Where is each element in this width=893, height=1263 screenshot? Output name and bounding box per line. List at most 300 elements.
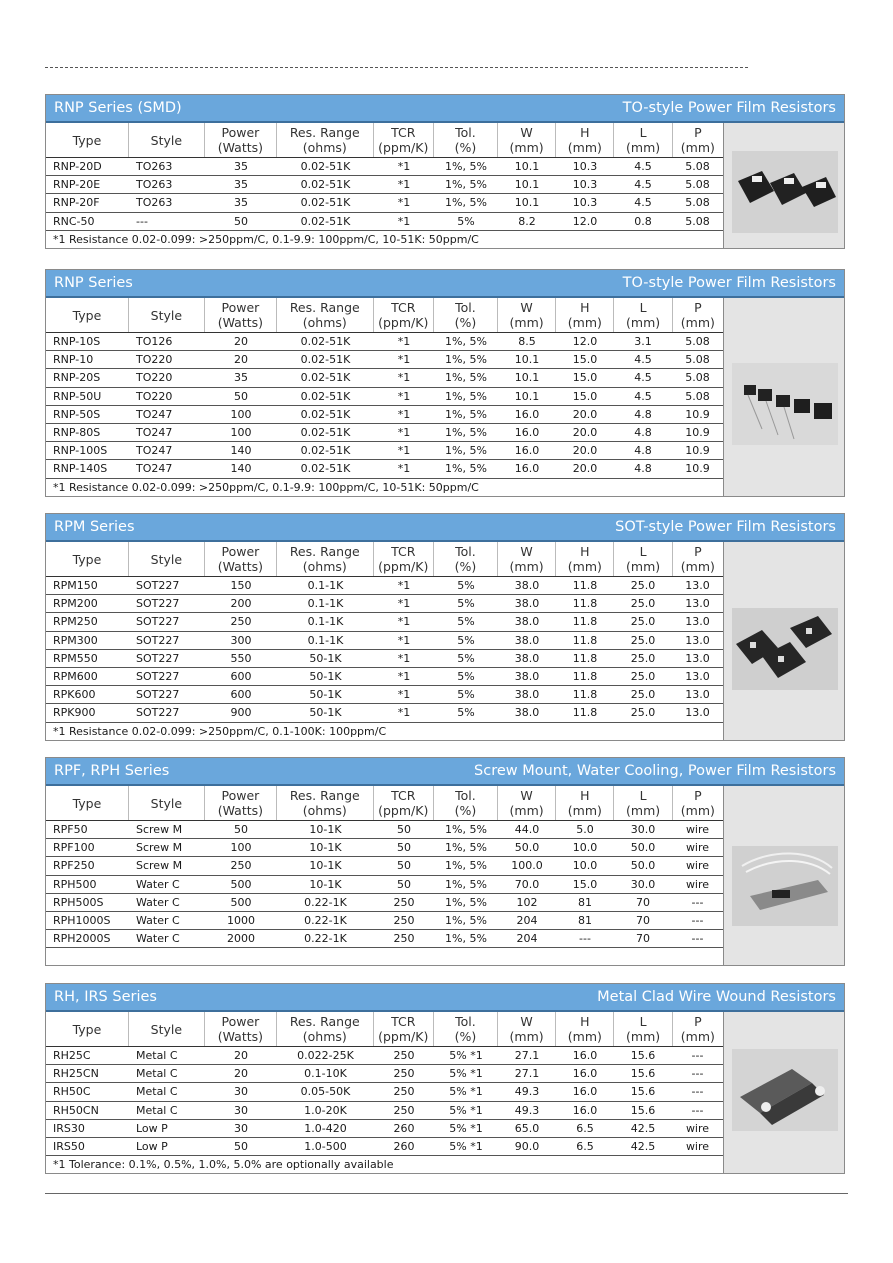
col-header-text: H xyxy=(580,544,590,559)
col-header-h xyxy=(556,786,614,820)
cell-style: TO247 xyxy=(136,444,173,458)
cell-tcr: *1 xyxy=(397,633,411,647)
cell-power: 550 xyxy=(230,651,252,665)
cell-w: 100.0 xyxy=(511,859,543,873)
col-header-text: Tol. xyxy=(455,1014,476,1029)
cell-power: 50 xyxy=(234,1140,248,1154)
cell-style: Metal C xyxy=(136,1067,178,1081)
cell-p: 13.0 xyxy=(685,688,710,702)
cell-tol: 1%, 5% xyxy=(445,895,487,909)
cell-l: 25.0 xyxy=(630,688,656,702)
cell-tcr: 250 xyxy=(393,914,415,928)
col-header-style xyxy=(129,1012,205,1046)
col-header-text: L xyxy=(639,125,647,140)
col-header-tol xyxy=(434,1012,498,1046)
cell-w: 38.0 xyxy=(514,579,540,593)
cell-res-range: 0.1-10K xyxy=(304,1067,347,1081)
col-header-text: (ohms) xyxy=(302,803,347,818)
cell-res-range: 0.02-51K xyxy=(300,407,351,421)
cell-tcr: *1 xyxy=(397,651,411,665)
cell-tol: 5% xyxy=(457,579,475,593)
cell-tol: 1%, 5% xyxy=(445,914,487,928)
cell-p: 13.0 xyxy=(685,706,710,720)
cell-res-range: 0.1-1K xyxy=(307,579,344,593)
section-subtitle: TO-style Power Film Resistors xyxy=(622,100,836,116)
cell-tcr: 250 xyxy=(393,1103,415,1117)
section-subtitle: TO-style Power Film Resistors xyxy=(622,275,836,291)
cell-l: 4.5 xyxy=(634,196,652,210)
column-header-row xyxy=(46,123,723,158)
cell-type: RNP-20S xyxy=(53,371,101,385)
col-header-style xyxy=(129,298,205,332)
cell-w: 8.5 xyxy=(518,335,536,349)
cell-tcr: *1 xyxy=(397,670,411,684)
cell-l: 15.6 xyxy=(630,1103,656,1117)
col-header-res-range xyxy=(277,123,374,157)
cell-tol: 5% xyxy=(457,633,475,647)
section-title: RPF, RPH Series xyxy=(54,763,170,779)
table-row xyxy=(46,668,723,686)
cell-w: 49.3 xyxy=(514,1085,540,1099)
cell-w: 38.0 xyxy=(514,706,540,720)
cell-p: 13.0 xyxy=(685,633,710,647)
section-subtitle: Metal Clad Wire Wound Resistors xyxy=(597,989,836,1005)
col-header-text: Power xyxy=(221,788,260,803)
cell-tcr: *1 xyxy=(397,335,411,349)
table-row xyxy=(46,821,723,839)
col-header-w xyxy=(498,298,556,332)
table-row xyxy=(46,460,723,478)
cell-power: 50 xyxy=(234,214,248,228)
cell-h: 15.0 xyxy=(572,371,598,385)
cell-power: 35 xyxy=(234,196,248,210)
col-header-l xyxy=(614,298,672,332)
spec-table xyxy=(46,298,724,496)
top-dashed-rule xyxy=(45,67,748,68)
cell-style: Metal C xyxy=(136,1103,178,1117)
cell-res-range: 1.0-500 xyxy=(304,1140,347,1154)
col-header-text: P xyxy=(694,1014,702,1029)
cell-p: 10.9 xyxy=(685,444,710,458)
col-header-text: (mm) xyxy=(509,559,544,574)
cell-w: 38.0 xyxy=(514,597,540,611)
cell-tcr: 50 xyxy=(397,841,411,855)
cell-style: Screw M xyxy=(136,859,183,873)
col-header-text: L xyxy=(639,1014,647,1029)
col-header-power xyxy=(205,123,277,157)
cell-tol: 1%, 5% xyxy=(445,389,487,403)
cell-style: Low P xyxy=(136,1121,168,1135)
cell-power: 20 xyxy=(234,1067,248,1081)
cell-res-range: 0.1-1K xyxy=(307,597,344,611)
cell-w: 102 xyxy=(516,895,538,909)
cell-h: 10.3 xyxy=(572,196,598,210)
col-header-h xyxy=(556,542,614,576)
cell-l: 15.6 xyxy=(630,1049,656,1063)
cell-tol: 1%, 5% xyxy=(445,859,487,873)
col-header-text: P xyxy=(694,300,702,315)
cell-type: RH50CN xyxy=(53,1103,99,1117)
col-header-text: W xyxy=(520,1014,533,1029)
col-header-text: Power xyxy=(221,544,260,559)
cell-tol: 5% xyxy=(457,597,475,611)
cell-h: 11.8 xyxy=(572,651,598,665)
section-rpf-rph xyxy=(45,757,845,966)
cell-tol: 5% *1 xyxy=(449,1067,483,1081)
cell-l: 42.5 xyxy=(630,1121,656,1135)
cell-w: 27.1 xyxy=(514,1067,540,1081)
cell-w: 204 xyxy=(516,914,538,928)
table-row xyxy=(46,650,723,668)
table-row xyxy=(46,686,723,704)
cell-h: 15.0 xyxy=(572,353,598,367)
cell-p: 5.08 xyxy=(685,335,710,349)
cell-tol: 1%, 5% xyxy=(445,407,487,421)
cell-tcr: *1 xyxy=(397,597,411,611)
col-header-text: Tol. xyxy=(455,125,476,140)
cell-p: wire xyxy=(685,859,710,873)
metal-clad-resistor-photo xyxy=(732,1049,838,1131)
spec-table xyxy=(46,1012,724,1173)
cell-res-range: 0.05-50K xyxy=(300,1085,351,1099)
cell-type: RPK600 xyxy=(53,688,96,702)
cell-type: RNP-10S xyxy=(53,335,101,349)
cell-h: 16.0 xyxy=(572,1067,598,1081)
cell-style: TO263 xyxy=(136,178,173,192)
cell-w: 10.1 xyxy=(514,389,540,403)
cell-power: 20 xyxy=(234,1049,248,1063)
table-row xyxy=(46,632,723,650)
footnote: *1 Resistance 0.02-0.099: >250ppm/C, 0.1-9.9: 100ppm/C, 10-51K: 50ppm/C xyxy=(53,480,479,494)
col-header-text: (mm) xyxy=(680,803,715,818)
cell-res-range: 50-1K xyxy=(309,706,342,720)
col-header-text: H xyxy=(580,125,590,140)
cell-style: Water C xyxy=(136,877,180,891)
cell-l: 25.0 xyxy=(630,597,656,611)
cell-h: 81 xyxy=(578,895,592,909)
cell-w: 49.3 xyxy=(514,1103,540,1117)
cell-style: TO220 xyxy=(136,389,173,403)
col-header-text: (%) xyxy=(454,559,477,574)
cell-w: 70.0 xyxy=(514,877,540,891)
cell-p: 10.9 xyxy=(685,426,710,440)
col-header-text: (mm) xyxy=(626,803,661,818)
cell-tol: 5% xyxy=(457,615,475,629)
cell-style: TO263 xyxy=(136,160,173,174)
cell-style: TO247 xyxy=(136,407,173,421)
cell-tol: 1%, 5% xyxy=(445,178,487,192)
table-row xyxy=(46,613,723,631)
col-header-text: (mm) xyxy=(626,1029,661,1044)
col-header-text: Power xyxy=(221,125,260,140)
cell-type: RPM150 xyxy=(53,579,98,593)
col-header-text: (Watts) xyxy=(217,1029,264,1044)
cell-h: 6.5 xyxy=(576,1140,594,1154)
cell-l: 25.0 xyxy=(630,615,656,629)
col-header-text: TCR xyxy=(391,544,416,559)
cell-l: 70 xyxy=(636,895,650,909)
col-header-l xyxy=(614,542,672,576)
cell-l: 0.8 xyxy=(634,214,652,228)
col-header-text: Power xyxy=(221,300,260,315)
col-header-w xyxy=(498,542,556,576)
cell-tcr: *1 xyxy=(397,389,411,403)
cell-style: TO247 xyxy=(136,462,173,476)
col-header-tol xyxy=(434,786,498,820)
cell-p: 5.08 xyxy=(685,389,710,403)
to-resistors-photo xyxy=(732,363,838,445)
cell-style: TO220 xyxy=(136,371,173,385)
col-header-p xyxy=(673,123,723,157)
col-header-text: Type xyxy=(72,132,102,148)
cell-type: RNP-100S xyxy=(53,444,108,458)
col-header-text: (Watts) xyxy=(217,140,264,155)
cell-p: --- xyxy=(691,932,704,946)
col-header-text: (mm) xyxy=(626,140,661,155)
cell-l: 4.8 xyxy=(634,462,652,476)
col-header-res-range xyxy=(277,1012,374,1046)
cell-h: 11.8 xyxy=(572,633,598,647)
cell-tol: 5% xyxy=(457,706,475,720)
cell-type: RNP-140S xyxy=(53,462,108,476)
col-header-text: (ohms) xyxy=(302,559,347,574)
cell-style: SOT227 xyxy=(136,615,180,629)
cell-p: wire xyxy=(685,841,710,855)
cell-w: 38.0 xyxy=(514,615,540,629)
section-subtitle: Screw Mount, Water Cooling, Power Film Resistors xyxy=(474,763,836,779)
cell-l: 4.8 xyxy=(634,444,652,458)
cell-res-range: 0.022-25K xyxy=(297,1049,354,1063)
cell-h: 10.3 xyxy=(572,160,598,174)
cell-h: 16.0 xyxy=(572,1103,598,1117)
cell-res-range: 50-1K xyxy=(309,651,342,665)
col-header-power xyxy=(205,1012,277,1046)
col-header-text: (Watts) xyxy=(217,559,264,574)
footnote: *1 Resistance 0.02-0.099: >250ppm/C, 0.1-9.9: 100ppm/C, 10-51K: 50ppm/C xyxy=(53,232,479,246)
cell-style: TO126 xyxy=(136,335,173,349)
col-header-tcr xyxy=(374,123,434,157)
product-image-panel xyxy=(724,298,844,496)
col-header-text: Style xyxy=(150,551,183,567)
col-header-text: Res. Range xyxy=(289,788,360,803)
cell-tol: 5% xyxy=(457,670,475,684)
cell-res-range: 50-1K xyxy=(309,670,342,684)
cell-tcr: 250 xyxy=(393,895,415,909)
cell-p: 13.0 xyxy=(685,670,710,684)
cell-h: 11.8 xyxy=(572,670,598,684)
cell-w: 10.1 xyxy=(514,371,540,385)
cell-w: 27.1 xyxy=(514,1049,540,1063)
cell-type: RH25CN xyxy=(53,1067,99,1081)
cell-p: wire xyxy=(685,1140,710,1154)
cell-res-range: 0.02-51K xyxy=(300,160,351,174)
cell-tol: 5% xyxy=(457,651,475,665)
cell-l: 4.5 xyxy=(634,353,652,367)
col-header-text: (mm) xyxy=(509,315,544,330)
col-header-w xyxy=(498,1012,556,1046)
col-header-text: Res. Range xyxy=(289,544,360,559)
cell-w: 10.1 xyxy=(514,196,540,210)
col-header-tol xyxy=(434,542,498,576)
cell-power: 100 xyxy=(230,407,252,421)
col-header-text: (mm) xyxy=(509,1029,544,1044)
cell-res-range: 0.1-1K xyxy=(307,633,344,647)
col-header-style xyxy=(129,123,205,157)
cell-l: 50.0 xyxy=(630,841,656,855)
cell-power: 150 xyxy=(230,579,252,593)
cell-res-range: 0.22-1K xyxy=(304,914,347,928)
smd-resistors-photo xyxy=(732,151,838,233)
cell-tcr: 250 xyxy=(393,1049,415,1063)
col-header-style xyxy=(129,786,205,820)
cell-tcr: *1 xyxy=(397,353,411,367)
cell-l: 70 xyxy=(636,914,650,928)
col-header-text: P xyxy=(694,125,702,140)
table-row xyxy=(46,1083,723,1101)
cell-power: 35 xyxy=(234,178,248,192)
section-title: RNP Series (SMD) xyxy=(54,100,182,116)
col-header-text: Type xyxy=(72,795,102,811)
cell-h: 6.5 xyxy=(576,1121,594,1135)
cell-h: 16.0 xyxy=(572,1049,598,1063)
table-row xyxy=(46,158,723,176)
cell-h: 12.0 xyxy=(572,335,598,349)
cell-l: 25.0 xyxy=(630,706,656,720)
cell-p: 5.08 xyxy=(685,371,710,385)
table-row xyxy=(46,1138,723,1156)
cell-w: 16.0 xyxy=(514,407,540,421)
cell-style: SOT227 xyxy=(136,651,180,665)
col-header-text: Tol. xyxy=(455,300,476,315)
cell-w: 16.0 xyxy=(514,462,540,476)
cell-l: 25.0 xyxy=(630,633,656,647)
col-header-w xyxy=(498,123,556,157)
cell-p: --- xyxy=(691,1049,704,1063)
cell-res-range: 0.22-1K xyxy=(304,932,347,946)
cell-tcr: 50 xyxy=(397,823,411,837)
cell-h: 15.0 xyxy=(572,877,598,891)
cell-res-range: 0.1-1K xyxy=(307,615,344,629)
col-header-text: Tol. xyxy=(455,544,476,559)
cell-p: 5.08 xyxy=(685,353,710,367)
table-row xyxy=(46,704,723,722)
cell-h: 20.0 xyxy=(572,462,598,476)
table-row xyxy=(46,388,723,406)
cell-w: 204 xyxy=(516,932,538,946)
cell-power: 140 xyxy=(230,444,252,458)
col-header-text: (mm) xyxy=(567,559,602,574)
cell-tcr: *1 xyxy=(397,371,411,385)
column-header-row xyxy=(46,298,723,333)
col-header-text: (mm) xyxy=(509,803,544,818)
cell-type: RPH500 xyxy=(53,877,97,891)
col-header-p xyxy=(673,298,723,332)
cell-w: 50.0 xyxy=(514,841,540,855)
cell-type: RPM200 xyxy=(53,597,98,611)
table-row xyxy=(46,369,723,387)
cell-type: RPK900 xyxy=(53,706,96,720)
cell-type: RNP-20F xyxy=(53,196,100,210)
cell-h: 10.3 xyxy=(572,178,598,192)
col-header-text: (mm) xyxy=(567,315,602,330)
cell-l: 25.0 xyxy=(630,579,656,593)
cell-tol: 1%, 5% xyxy=(445,353,487,367)
col-header-h xyxy=(556,123,614,157)
table-row xyxy=(46,442,723,460)
col-header-tol xyxy=(434,298,498,332)
col-header-h xyxy=(556,298,614,332)
cell-type: RPM600 xyxy=(53,670,98,684)
col-header-text: Style xyxy=(150,795,183,811)
cell-type: RPF100 xyxy=(53,841,95,855)
col-header-text: L xyxy=(639,788,647,803)
cell-w: 10.1 xyxy=(514,353,540,367)
col-header-text: (ohms) xyxy=(302,315,347,330)
cell-style: TO247 xyxy=(136,426,173,440)
col-header-tcr xyxy=(374,298,434,332)
col-header-text: L xyxy=(639,544,647,559)
table-row xyxy=(46,894,723,912)
cell-h: 12.0 xyxy=(572,214,598,228)
cell-l: 15.6 xyxy=(630,1085,656,1099)
cell-type: RPH2000S xyxy=(53,932,111,946)
spec-table xyxy=(46,123,724,248)
spec-table xyxy=(46,542,724,740)
col-header-text: W xyxy=(520,544,533,559)
footnote xyxy=(46,948,723,965)
table-row xyxy=(46,351,723,369)
cell-tcr: *1 xyxy=(397,615,411,629)
cell-h: 81 xyxy=(578,914,592,928)
cell-tol: 1%, 5% xyxy=(445,877,487,891)
cell-p: 5.08 xyxy=(685,196,710,210)
cell-h: 11.8 xyxy=(572,579,598,593)
col-header-style xyxy=(129,542,205,576)
cell-tol: 5% *1 xyxy=(449,1049,483,1063)
cell-tcr: *1 xyxy=(397,426,411,440)
cell-tcr: 50 xyxy=(397,877,411,891)
cell-res-range: 0.02-51K xyxy=(300,371,351,385)
section-header xyxy=(46,514,844,542)
cell-w: 65.0 xyxy=(514,1121,540,1135)
table-row xyxy=(46,1102,723,1120)
cell-res-range: 0.02-51K xyxy=(300,196,351,210)
cell-power: 20 xyxy=(234,335,248,349)
cell-res-range: 10-1K xyxy=(309,823,342,837)
cell-tcr: *1 xyxy=(397,706,411,720)
cell-power: 35 xyxy=(234,371,248,385)
col-header-res-range xyxy=(277,298,374,332)
col-header-text: (%) xyxy=(454,1029,477,1044)
spec-table xyxy=(46,786,724,965)
cell-style: Metal C xyxy=(136,1049,178,1063)
cell-power: 500 xyxy=(230,877,252,891)
cell-res-range: 0.02-51K xyxy=(300,178,351,192)
cell-res-range: 0.02-51K xyxy=(300,389,351,403)
cell-style: Water C xyxy=(136,932,180,946)
cell-power: 250 xyxy=(230,859,252,873)
col-header-text: (mm) xyxy=(680,1029,715,1044)
cell-style: SOT227 xyxy=(136,597,180,611)
col-header-tcr xyxy=(374,542,434,576)
cell-style: SOT227 xyxy=(136,688,180,702)
col-header-text: Res. Range xyxy=(289,300,360,315)
col-header-l xyxy=(614,786,672,820)
cell-res-range: 0.02-51K xyxy=(300,462,351,476)
col-header-text: TCR xyxy=(391,788,416,803)
table-row xyxy=(46,839,723,857)
cell-w: 38.0 xyxy=(514,688,540,702)
